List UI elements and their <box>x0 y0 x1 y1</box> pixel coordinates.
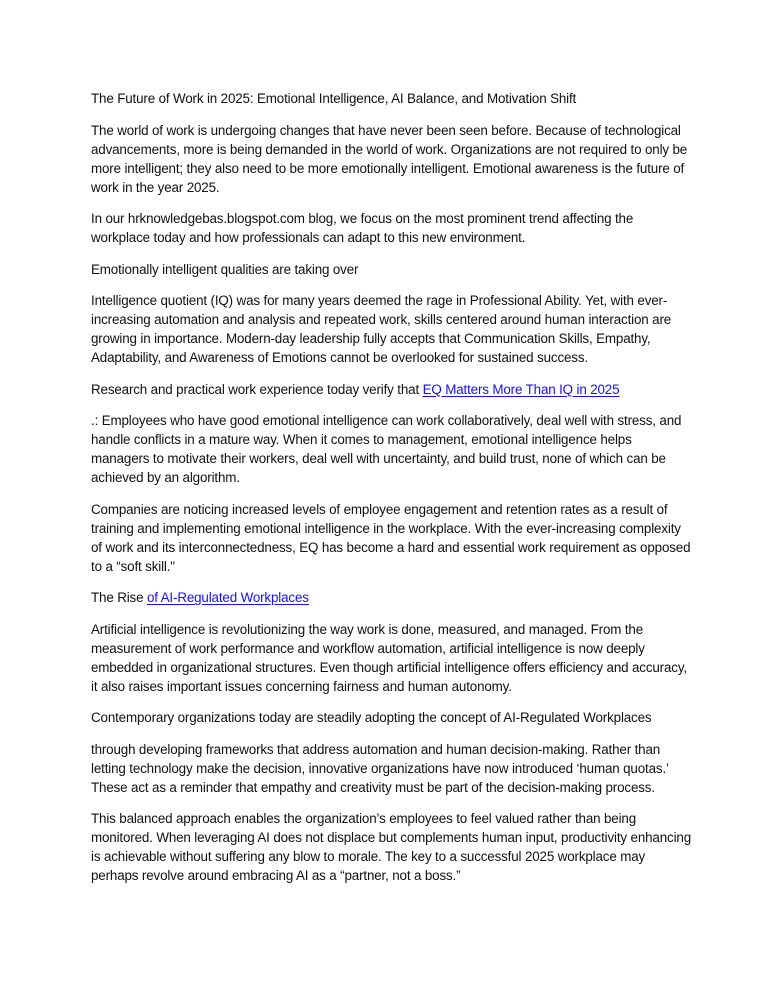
document-title: The Future of Work in 2025: Emotional Intelligence, AI Balance, and Motivation Shift <box>91 91 577 106</box>
document-body <box>91 89 691 898</box>
heading-prefix: The Rise <box>91 590 147 605</box>
paragraph-companies: Companies are noticing increased levels of employee engagement and retention rates as a result of training and implementing emotional intelligence in the workplace. With the ever-increasing complexity of work and its interconnectedness, EQ has become a hard and essential work requirement as opposed to a “soft skill." <box>91 501 691 574</box>
paragraph-iq-history: Intelligence quotient (IQ) was for many years deemed the rage in Professional Ability. Yet, with ever-increasing automation and analysis and repeated work, skills centered around human interaction are growing in importance. Modern-day leadership fully accepts that Communication Skills, Empathy, Adaptability, and Awareness of Emotions cannot be overlooked for sustained success. <box>91 293 672 365</box>
paragraph-ai-revolution: Artificial intelligence is revolutionizing the way work is done, measured, and managed. From the measurement of work performance and workflow automation, artificial intelligence is now deeply embedded in organizational structures. Even though artificial intelligence offers efficiency and accuracy, it also raises important issues concerning fairness and human autonomy. <box>91 621 687 694</box>
research-text: Research and practical work experience today verify that <box>91 381 423 397</box>
paragraph-contemporary-orgs: Contemporary organizations today are steadily adopting the concept of AI-Regulated Workplaces <box>91 710 652 725</box>
paragraph-intro: The world of work is undergoing changes that have never been seen before. Because of technological advancements, more is being demanded in the world of work. Organizations are not required to only be more intelligent; they also need to be more emotionally intelligent. Emotional awareness is the future of work in the year 2025. <box>91 122 688 195</box>
eq-matters-link[interactable]: EQ Matters More Than IQ in 2025 <box>422 381 620 397</box>
section-heading-emotional-intelligence: Emotionally intelligent qualities are taking over <box>91 261 359 277</box>
section-heading-ai-workplaces <box>91 588 691 607</box>
paragraph-employees: .: Employees who have good emotional intelligence can work collaboratively, deal well with stress, and handle conflicts in a mature way. When it comes to management, emotional intelligence helps managers to motivate their workers, deal well with uncertainty, and build trust, none of which can be achieved by an algorithm. <box>91 413 682 485</box>
ai-regulated-workplaces-link[interactable]: of AI-Regulated Workplaces <box>146 590 309 605</box>
paragraph-blog-focus: In our hrknowledgebas.blogspot.com blog, we focus on the most prominent trend affecting the workplace today and how professionals can adapt to this new environment. <box>91 211 634 245</box>
paragraph-research <box>91 380 691 399</box>
paragraph-balanced-approach: This balanced approach enables the organization’s employees to feel valued rather than being monitored. When leveraging AI does not displace but complements human input, productivity enhancing is achievable without suffering any blow to morale. The key to a successful 2025 workplace may perhaps revolve around embracing AI as a “partner, not a boss.” <box>91 811 691 883</box>
paragraph-frameworks: through developing frameworks that address automation and human decision-making. Rather than letting technology make the decision, innovative organizations have now introduced ‘human quotas.’ These act as a reminder that empathy and creativity must be part of the decision-making process. <box>91 741 669 795</box>
